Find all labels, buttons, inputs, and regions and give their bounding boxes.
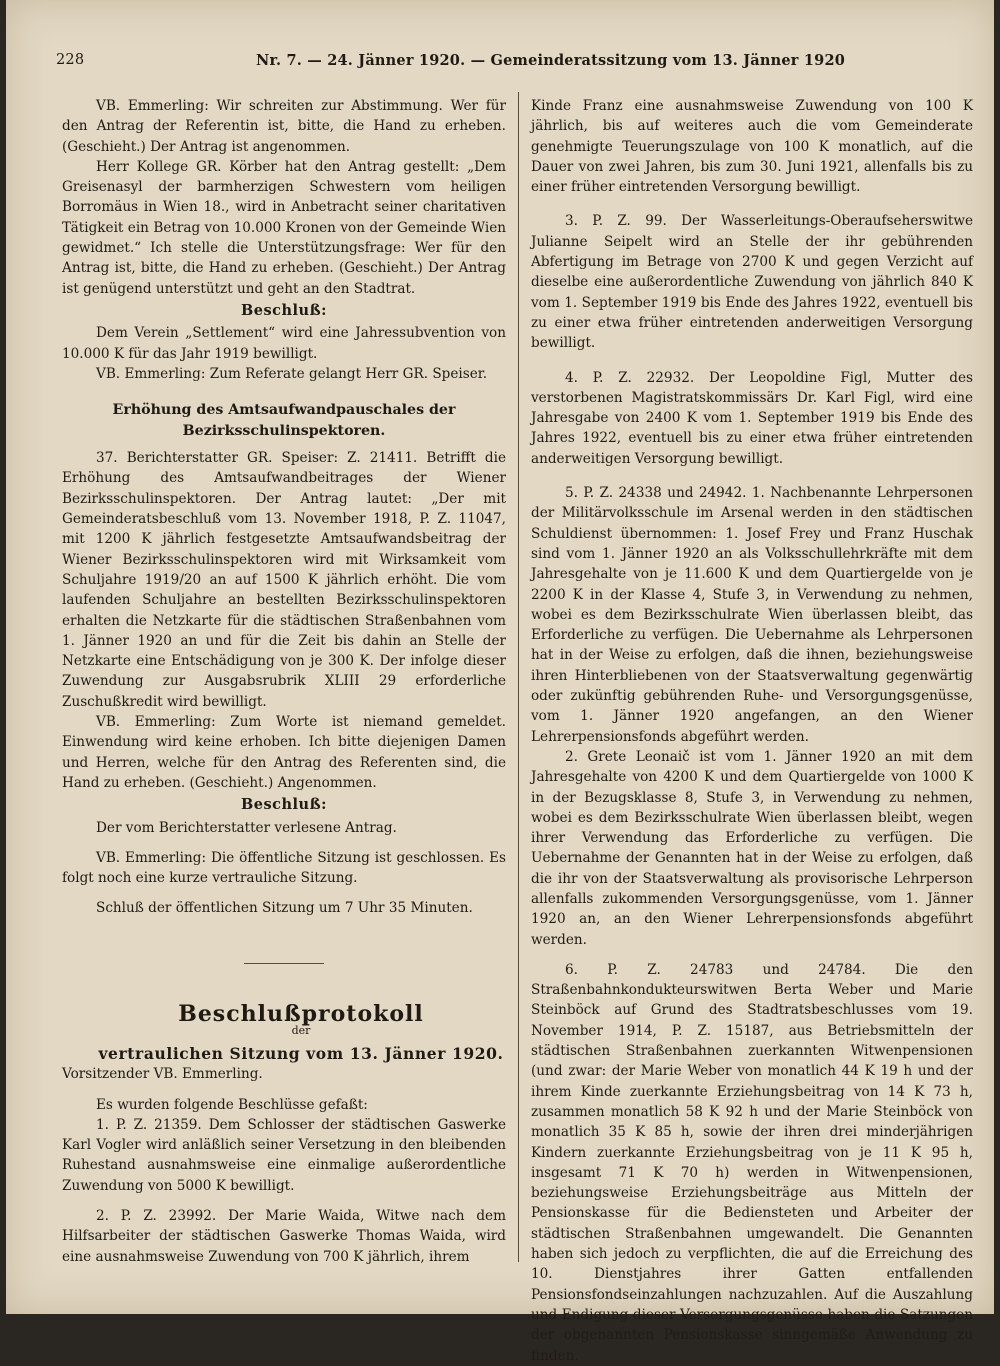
paragraph: VB. Emmerling: Wir schreiten zur Abstimmung. Wer für den Antrag der Referentin ist, bitte, die Hand zu erheben. (Geschieht.) Der Antrag ist angenommen.: [62, 98, 506, 155]
right-column: [531, 96, 973, 1366]
chair-line: Vorsitzender VB. Emmerling.: [62, 1066, 263, 1083]
resolution-item: 1. P. Z. 21359. Dem Schlosser der städtischen Gaswerke Karl Vogler wird anläßlich seiner Versetzung in den bleibenden Ruhestand ausnahmsweise eine einmalige außerordentliche Zuwendung von 5000 K bewilligt.: [62, 1116, 506, 1194]
resolution-item: 5. P. Z. 24338 und 24942. 1. Nachbenannte Lehrpersonen der Militärvolksschule im Arsenal werden in den städtischen Schuldienst übernommen: 1. Josef Frey und Franz Huschak sind vom 1. Jänner 1920 an als Volksschullehrkräfte mit dem Jahresgehalte von je 11.600 K und dem Quartiergelde von je 2200 K in der Klasse 4, Stufe 3, in Verwendung zu nehmen, wobei es dem Bezirksschulrate Wien überlassen bleibt, das Erforderliche zu verfügen. Die Uebernahme als Lehrpersonen hat in der Weise zu erfolgen, daß die ihnen, beziehungsweise ihren Hinterbliebenen von der Staatsverwaltung gegenwärtig oder zukünftig gebührenden Ruhe- und Versorgungsgenüsse, vom 1. Jänner 1920 angefangen, an den Wiener Lehrerpensionsfonds abgeführt werden.: [531, 485, 973, 745]
protocol-subtitle: vertraulichen Sitzung vom 13. Jänner 1920.: [98, 1043, 504, 1063]
resolution-item: 2. Grete Leonaič ist vom 1. Jänner 1920 an mit dem Jahresgehalte von 4200 K und dem Quartiergelde von 1000 K in der Bezugsklasse 8, Stufe 3, in Verwendung zu nehmen, wobei es dem Bezirksschulrate Wien überlassen bleibt, wegen ihrer Verwendung das Erforderliche zu verfügen. Die Uebernahme der Genannten hat in der Weise zu erfolgen, daß die ihr von der Staatsverwaltung als provisorische Lehrperson allenfalls zukommenden Versorgungsgenüsse, vom 1. Jänner 1920 an, an den Wiener Lehrerpensionsfonds abgeführt werden.: [531, 748, 973, 948]
section-title: Erhöhung des Amtsaufwandpauschales der Bezirksschulinspektoren.: [112, 402, 456, 440]
resolution-item: 4. P. Z. 22932. Der Leopoldine Figl, Mutter des verstorbenen Magistratskommissärs Dr. Karl Figl, wird eine Jahresgabe von 2400 K vom 1. September 1919 bis Ende des Jahres 1922, eventuell bis zu einer etwa früher eintretenden anderweitigen Versorgung bewilligt.: [531, 369, 973, 467]
paragraph: Kinde Franz eine ausnahmsweise Zuwendung von 100 K jährlich, bis auf weiteres auch die vom Gemeinderate genehmigte Teuerungszulage von 100 K monatlich, auf die Dauer von zwei Jahren, bis zum 30. Juni 1921, allenfalls bis zu einer früher eintretenden Versorgung bewilligt.: [531, 98, 973, 196]
paragraph: VB. Emmerling: Zum Referate gelangt Herr GR. Speiser.: [96, 365, 488, 382]
page-header: [56, 52, 846, 74]
resolution-item: 2. P. Z. 23992. Der Marie Waida, Witwe nach dem Hilfsarbeiter der städtischen Gaswerke Thomas Waida, wird eine ausnahmsweise Zuwendung von 700 K jährlich, ihrem: [62, 1208, 506, 1265]
resolution-item: 3. P. Z. 99. Der Wasserleitungs-Oberaufseherswitwe Julianne Seipelt wird an Stelle der ihr gebührenden Abfertigung im Betrage von 2700 K und gegen Verzicht auf dieselbe eine außerordentliche Zuwendung von jährlich 840 K vom 1. September 1919 bis Ende des Jahres 1922, eventuell bis zu einer etwa früher eintretenden anderweitigen Versorgung bewilligt.: [531, 213, 973, 352]
paragraph: Herr Kollege GR. Körber hat den Antrag gestellt: „Dem Greisenasyl der barmherzigen Schwestern vom heiligen Borromäus in Wien 18., wird in Anbetracht seiner charitativen Tätigkeit ein Betrag von 10.000 Kronen von der Gemeinde Wien gewidmet.“ Ich stelle die Unterstützungsfrage: Wer für den Antrag ist, bitte, die Hand zu erheben. (Geschieht.) Der Antrag ist genügend unterstützt und geht an den Stadtrat.: [62, 158, 506, 297]
running-head: Nr. 7. — 24. Jänner 1920. — Gemeinderatssitzung vom 13. Jänner 1920: [256, 52, 846, 69]
paragraph: VB. Emmerling: Die öffentliche Sitzung ist geschlossen. Es folgt noch eine kurze vertrauliche Sitzung.: [62, 849, 506, 887]
resolution-heading: Beschluß:: [241, 301, 327, 319]
separator-line: [244, 963, 324, 964]
paragraph: Schluß der öffentlichen Sitzung um 7 Uhr 35 Minuten.: [96, 900, 473, 917]
left-column: [62, 96, 506, 1267]
paragraph: Dem Verein „Settlement“ wird eine Jahressubvention von 10.000 K für das Jahr 1919 bewilligt.: [62, 325, 506, 362]
protocol-title: Beschlußprotokoll: [178, 1000, 424, 1027]
paragraph: Es wurden folgende Beschlüsse gefaßt:: [96, 1096, 368, 1113]
paragraph: 37. Berichterstatter GR. Speiser: Z. 21411. Betrifft die Erhöhung des Amtsaufwandbeitrages der Wiener Bezirksschulinspektoren. Der Antrag lautet: „Der mit Gemeinderatsbeschluß vom 13. November 1918, P. Z. 11047, mit 1200 K jährlich festgesetzte Amtsaufwandsbeitrag der Wiener Bezirksschulinspektoren wird mit Wirksamkeit vom Schuljahre 1919/20 an auf 1500 K jährlich erhöht. Die vom laufenden Schuljahre an bestellten Bezirksschulinspektoren erhalten die Netzkarte für die städtischen Straßenbahnen vom 1. Jänner 1920 an und für die Zeit bis dahin an Stelle der Netzkarte eine Entschädigung von je 300 K. Der infolge dieser Zuwendung zur Ausgabsrubrik XLIII 29 erforderliche Zuschußkredit wird bewilligt.: [62, 450, 506, 710]
page-number: 228: [56, 52, 85, 68]
column-divider: [518, 92, 519, 1262]
paragraph: Der vom Berichterstatter verlesene Antrag.: [96, 819, 397, 836]
protocol-der: der: [291, 1023, 311, 1037]
resolution-heading: Beschluß:: [241, 796, 327, 814]
resolution-item: 6. P. Z. 24783 und 24784. Die den Straßenbahnkondukteurswitwen Berta Weber und Marie Steinböck auf Grund des Stadtratsbeschlusses vom 19. November 1914, P. Z. 15187, aus Betriebsmitteln der städtischen Straßenbahnen zuerkannten Witwenpensionen (und zwar: der Marie Weber von monatlich 44 K 19 h und der ihrem Kinde zuerkannte Erziehungsbeitrag von 14 K 73 h, zusammen monatlich 58 K 92 h und der Marie Steinböck von monatlich 35 K 85 h, sowie der ihren drei minderjährigen Kindern zuerkannte Erziehungsbeitrag von je 11 K 95 h, insgesamt 71 K 70 h) werden in Witwenpensionen, beziehungsweise Erziehungsbeiträge aus Mitteln der Pensionskasse für die Bediensteten und Arbeiter der städtischen Straßenbahnen umgewandelt. Die Genannten haben sich jedoch zu verpflichten, die auf die Erreichung des 10. Dienstjahres ihrer Gatten entfallenden Pensionsfondseinzahlungen nachzuzahlen. Auf die Auszahlung und Endigung dieser Versorgungsgenüsse haben die Satzungen der obgenannten Pensionskasse sinngemäße Anwendung zu finden.: [531, 961, 973, 1364]
newspaper-page: [6, 0, 994, 1364]
paragraph: VB. Emmerling: Zum Worte ist niemand gemeldet. Einwendung wird keine erhoben. Ich bitte diejenigen Damen und Herren, welche für den Antrag des Referenten sind, die Hand zu erheben. (Geschieht.) Angenommen.: [62, 714, 506, 791]
